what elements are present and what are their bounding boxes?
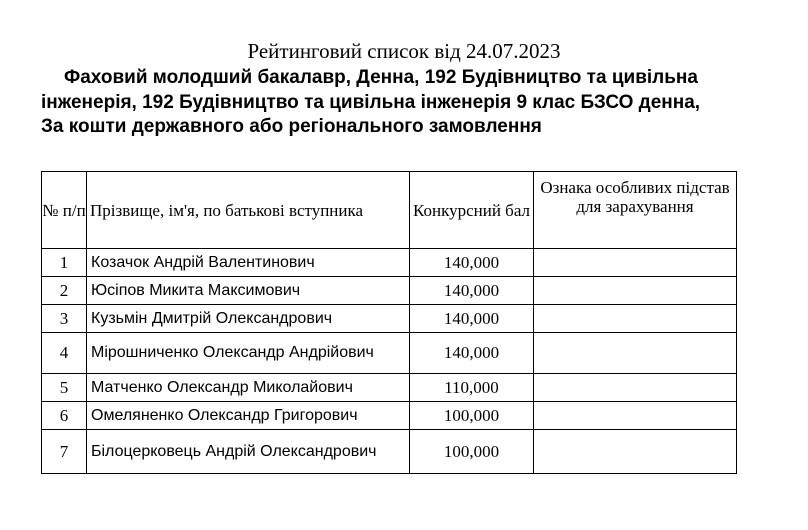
row-name: Білоцерковець Андрій Олександрович — [87, 430, 410, 474]
row-number: 5 — [42, 374, 87, 402]
row-number: 1 — [42, 249, 87, 277]
row-name: Омеляненко Олександр Григорович — [87, 402, 410, 430]
row-name: Матченко Олександр Миколайович — [87, 374, 410, 402]
row-number: 4 — [42, 333, 87, 374]
table-row — [42, 430, 737, 474]
table-header-row — [42, 172, 737, 249]
row-reason — [534, 277, 737, 305]
row-score: 100,000 — [410, 430, 534, 474]
row-score: 110,000 — [410, 374, 534, 402]
header-reason: Ознака особливих підстав для зарахування — [534, 172, 737, 249]
row-name: Мірошниченко Олександр Андрійович — [87, 333, 410, 374]
table-row — [42, 305, 737, 333]
row-name: Козачок Андрій Валентинович — [87, 249, 410, 277]
table-row — [42, 333, 737, 374]
row-reason — [534, 430, 737, 474]
table-row — [42, 374, 737, 402]
row-score: 140,000 — [410, 277, 534, 305]
row-reason — [534, 402, 737, 430]
row-name: Кузьмін Дмитрій Олександрович — [87, 305, 410, 333]
row-score: 140,000 — [410, 305, 534, 333]
row-reason — [534, 249, 737, 277]
header-score: Конкурсний бал — [410, 172, 534, 249]
table-row — [42, 277, 737, 305]
row-reason — [534, 333, 737, 374]
page-title: Рейтинговий список від 24.07.2023 — [247, 39, 561, 63]
row-number: 2 — [42, 277, 87, 305]
table-row — [42, 402, 737, 430]
row-score: 140,000 — [410, 333, 534, 374]
row-reason — [534, 374, 737, 402]
header-name: Прізвище, ім'я, по батькові вступника — [87, 172, 410, 249]
row-name: Юсіпов Микита Максимович — [87, 277, 410, 305]
header-number: № п/п — [42, 172, 87, 249]
row-number: 7 — [42, 430, 87, 474]
row-score: 140,000 — [410, 249, 534, 277]
row-number: 6 — [42, 402, 87, 430]
row-number: 3 — [42, 305, 87, 333]
row-score: 100,000 — [410, 402, 534, 430]
rating-table — [41, 171, 737, 474]
page-subtitle: Фаховий молодший бакалавр, Денна, 192 Будівництво та цивільна інженерія, 192 Будівництво та цивільна інженерія 9 клас БЗСО денна, За кошти державного або регіонального замовлення — [41, 67, 701, 137]
table-row — [42, 249, 737, 277]
row-reason — [534, 305, 737, 333]
